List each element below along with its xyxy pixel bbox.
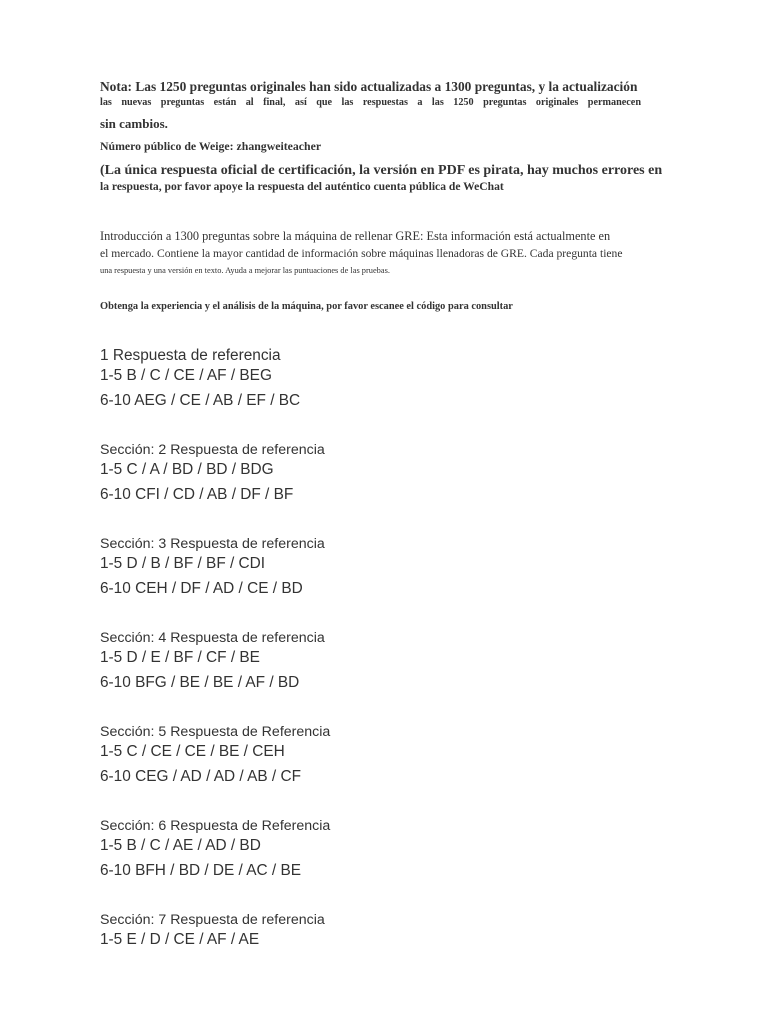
answer-line: 6-10 CFI / CD / AB / DF / BF bbox=[100, 486, 294, 503]
public-number: Número público de Weige: zhangweiteacher bbox=[100, 139, 322, 153]
note-line-1: Nota: Las 1250 preguntas originales han sido actualizadas a 1300 preguntas, y la actualización bbox=[100, 79, 638, 94]
official-line-2: la respuesta, por favor apoye la respuesta del auténtico cuenta pública de WeChat bbox=[100, 180, 504, 193]
intro-line-1: Introducción a 1300 preguntas sobre la máquina de rellenar GRE: Esta información está actualmente en bbox=[100, 229, 611, 243]
answer-line: 6-10 AEG / CE / AB / EF / BC bbox=[100, 392, 301, 409]
intro-line-3: una respuesta y una versión en texto. Ayuda a mejorar las puntuaciones de las pruebas. bbox=[100, 266, 390, 275]
official-line-1: (La única respuesta oficial de certificación, la versión en PDF es pirata, hay muchos errores en bbox=[100, 163, 663, 178]
answer-line: 6-10 CEH / DF / AD / CE / BD bbox=[100, 580, 303, 597]
note-line-3: sin cambios. bbox=[100, 116, 168, 131]
section-title: Sección: 2 Respuesta de referencia bbox=[100, 442, 325, 458]
section-title: Sección: 7 Respuesta de referencia bbox=[100, 912, 325, 928]
answer-line: 1-5 D / B / BF / BF / CDI bbox=[100, 555, 266, 572]
answer-line: 1-5 C / A / BD / BD / BDG bbox=[100, 461, 274, 478]
answer-line: 6-10 BFG / BE / BE / AF / BD bbox=[100, 674, 300, 691]
answer-line: 1-5 E / D / CE / AF / AE bbox=[100, 931, 260, 948]
section-title: Sección: 3 Respuesta de referencia bbox=[100, 536, 325, 552]
answer-line: 1-5 B / C / AE / AD / BD bbox=[100, 837, 261, 854]
answer-line: 1-5 C / CE / CE / BE / CEH bbox=[100, 743, 285, 760]
answer-line: 1-5 B / C / CE / AF / BEG bbox=[100, 367, 272, 384]
note-line-2: las nuevas preguntas están al final, así que las respuestas a las 1250 preguntas originales permanecen bbox=[100, 97, 641, 108]
intro-line-2: el mercado. Contiene la mayor cantidad de información sobre máquinas llenadoras de GRE. Cada pregunta tiene bbox=[100, 247, 623, 260]
section-title: Sección: 4 Respuesta de referencia bbox=[100, 630, 325, 646]
section-title: Sección: 5 Respuesta de Referencia bbox=[100, 724, 331, 740]
scan-note: Obtenga la experiencia y el análisis de la máquina, por favor escanee el código para consultar bbox=[100, 301, 513, 312]
section-title: 1 Respuesta de referencia bbox=[100, 347, 281, 364]
answer-line: 6-10 BFH / BD / DE / AC / BE bbox=[100, 862, 301, 879]
answer-line: 6-10 CEG / AD / AD / AB / CF bbox=[100, 768, 302, 785]
answer-line: 1-5 D / E / BF / CF / BE bbox=[100, 649, 260, 666]
section-title: Sección: 6 Respuesta de Referencia bbox=[100, 818, 331, 834]
